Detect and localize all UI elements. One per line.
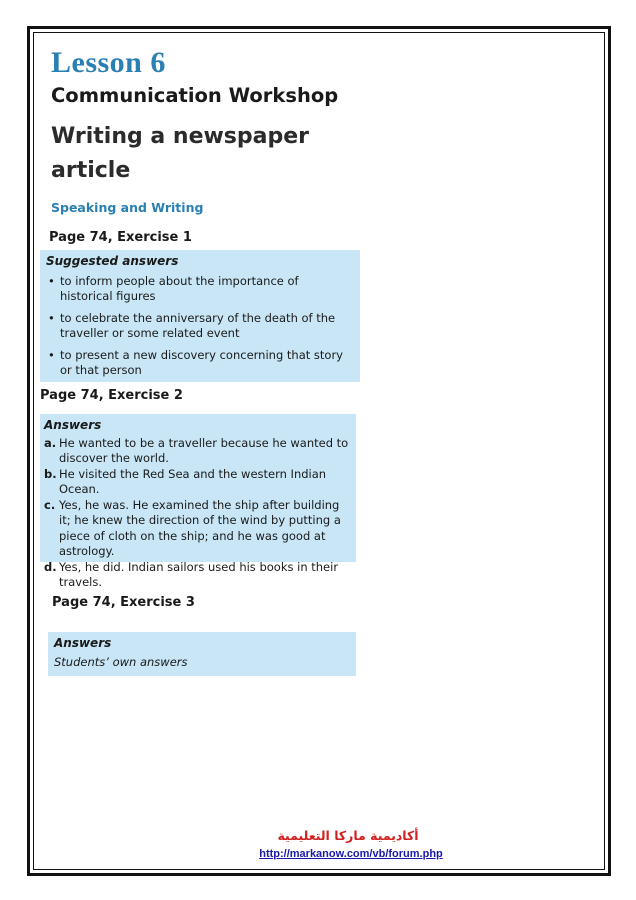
list-item: • to celebrate the anniversary of the death of the traveller or some related event [46,311,352,342]
exercise-1-answer-box [40,250,360,382]
exercise-2-answer-box [40,414,356,589]
list-item: • to inform people about the importance of historical figures [46,274,352,305]
exercise-2-heading: Page 74, Exercise 2 [40,388,183,403]
footer-link[interactable]: http://markanow.com/vb/forum.php [259,848,443,860]
list-item: • to present a new discovery concerning that story or that person [46,348,352,379]
exercise-3-heading: Page 74, Exercise 3 [52,595,195,610]
exercise-3-answer-text: Students’ own answers [54,654,188,669]
section-heading: Speaking and Writing [51,200,204,215]
list-item: a. He wanted to be a traveller because he wanted to discover the world. [44,435,349,465]
list-item: d. Yes, he did. Indian sailors used his books in their travels. [44,559,339,589]
page-title: Writing a newspaper article [51,124,310,183]
exercise-2-box-title: Answers [44,418,102,432]
exercise-3-box-title: Answers [54,636,112,650]
list-item: c. Yes, he was. He examined the ship after building it; he knew the direction of the wind by putting a piece of cloth on the ship; and he was good at astrology. [44,497,341,558]
exercise-1-heading: Page 74, Exercise 1 [49,230,192,245]
footer-academy-name: أكاديمية ماركا التعليمية [277,828,419,843]
lesson-title: Lesson 6 [51,46,166,79]
workshop-heading: Communication Workshop [51,84,339,107]
list-item: b. He visited the Red Sea and the western Indian Ocean. [44,466,327,496]
exercise-1-box-title: Suggested answers [46,254,179,268]
exercise-3-answer-box [48,632,356,676]
